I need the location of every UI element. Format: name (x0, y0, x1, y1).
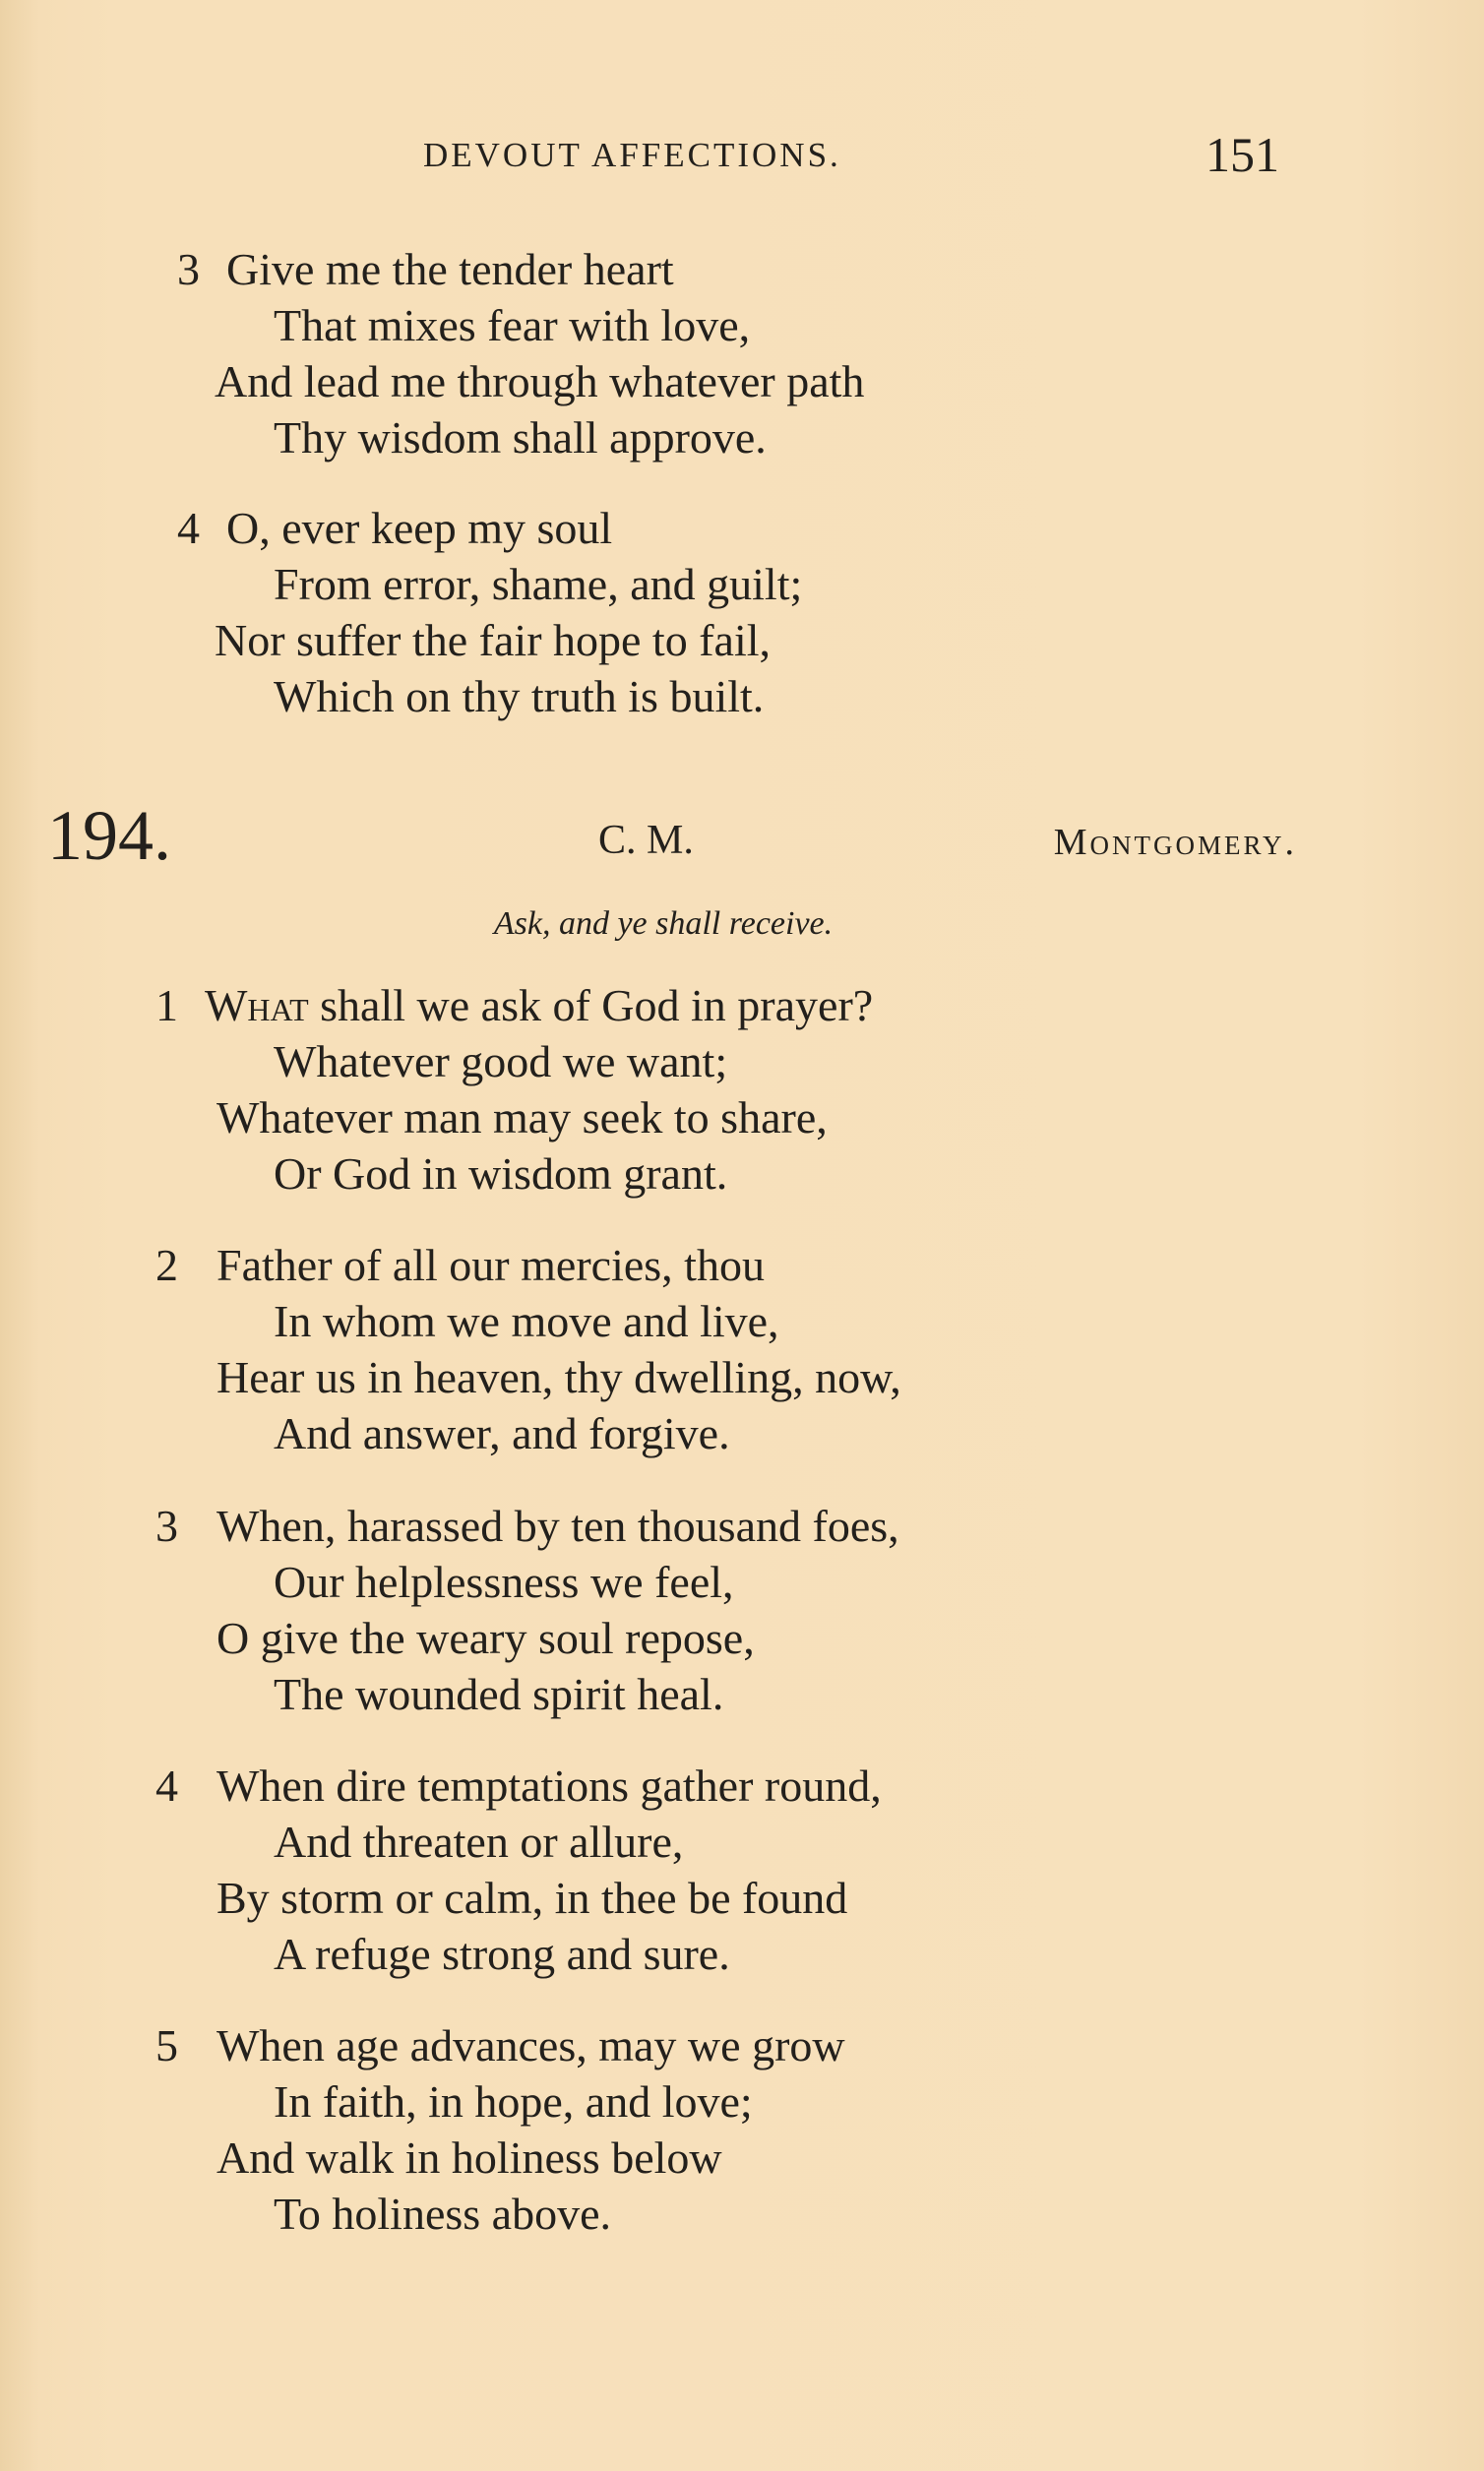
prev-stanza-3 (177, 241, 1260, 465)
stanza-line: And threaten or allure, (274, 1817, 684, 1867)
hymn-subtitle: Ask, and ye shall receive. (493, 905, 834, 942)
stanza-line: From error, shame, and guilt; (274, 559, 803, 609)
stanza-number: 5 (155, 2020, 178, 2070)
first-word: What (205, 980, 309, 1030)
stanza-line: And answer, and forgive. (274, 1408, 730, 1458)
hymn-stanza-4 (155, 1758, 1238, 1982)
stanza-line: When age advances, may we grow (216, 2020, 845, 2070)
running-head: DEVOUT AFFECTIONS. (423, 136, 841, 174)
stanza-number: 4 (177, 503, 200, 553)
stanza-line: In faith, in hope, and love; (274, 2076, 753, 2127)
stanza-number: 4 (155, 1761, 178, 1811)
page-header (423, 126, 1279, 185)
hymn-author: Montgomery. (1053, 822, 1297, 863)
stanza-line: To holiness above. (274, 2189, 612, 2239)
stanza-line: That mixes fear with love, (274, 300, 751, 350)
stanza-line: O, ever keep my soul (226, 503, 613, 553)
hymn-number: 194. (47, 796, 171, 875)
stanza-line: Our helplessness we feel, (274, 1557, 734, 1607)
stanza-line: shall we ask of God in prayer? (308, 980, 874, 1030)
stanza-line: Father of all our mercies, thou (216, 1240, 765, 1290)
stanza-line: O give the weary soul repose, (216, 1613, 755, 1663)
stanza-line: In whom we move and live, (274, 1296, 779, 1346)
stanza-line: A refuge strong and sure. (274, 1929, 730, 1979)
stanza-line: And walk in holiness below (216, 2132, 722, 2183)
stanza-number: 1 (155, 980, 178, 1030)
stanza-line: Whatever good we want; (274, 1036, 728, 1086)
hymn-meter: C. M. (598, 818, 694, 863)
prev-stanza-4 (177, 500, 1260, 724)
page-number: 151 (1206, 127, 1279, 182)
hymn-stanza-2 (155, 1237, 1238, 1461)
stanza-line: And lead me through whatever path (215, 356, 865, 406)
stanza-number: 3 (177, 244, 200, 294)
stanza-line: Nor suffer the fair hope to fail, (215, 615, 772, 665)
stanza-line: Hear us in heaven, thy dwelling, now, (216, 1352, 901, 1402)
stanza-line: The wounded spirit heal. (274, 1669, 724, 1719)
hymn-stanza-5 (155, 2017, 1238, 2242)
stanza-line: Which on thy truth is built. (274, 671, 765, 721)
stanza-line: Whatever man may seek to share, (216, 1092, 828, 1143)
hymn-stanza-3 (155, 1498, 1238, 1722)
stanza-line: When dire temptations gather round, (216, 1761, 882, 1811)
hymn-stanza-1 (155, 977, 1238, 1202)
stanza-line: Thy wisdom shall approve. (274, 412, 767, 463)
stanza-line: By storm or calm, in thee be found (216, 1873, 848, 1923)
stanza-number: 3 (155, 1501, 178, 1551)
stanza-line: When, harassed by ten thousand foes, (216, 1501, 899, 1551)
stanza-line: Or God in wisdom grant. (274, 1148, 728, 1199)
stanza-line: Give me the tender heart (226, 244, 674, 294)
stanza-number: 2 (155, 1240, 178, 1290)
hymn-heading (47, 795, 1297, 874)
